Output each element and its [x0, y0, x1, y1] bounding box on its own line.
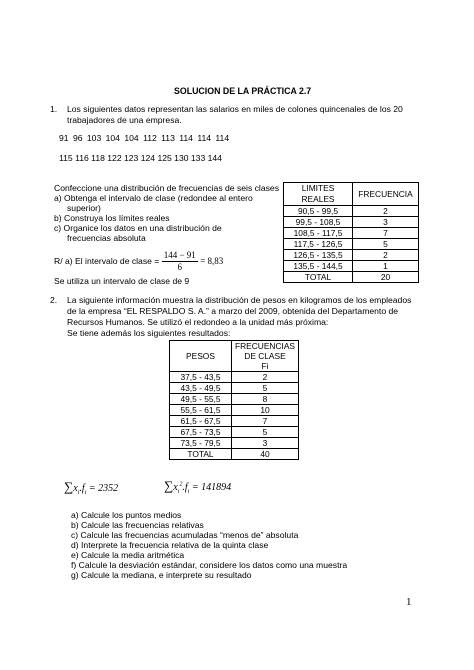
question-1-text-line2: trabajadores de una empresa.	[67, 115, 182, 125]
answer-prefix: R/ a) El intervalo de clase =	[54, 256, 160, 267]
table-row	[170, 372, 299, 383]
instruction-text: Confeccione una distribución de frecuencias de seis clases	[54, 183, 279, 193]
summation-x2f-value: 141894	[201, 482, 232, 493]
freq-cell: 2	[353, 250, 419, 261]
list-item: c) Calcule las frecuencias acumuladas “menos de” absoluta	[71, 530, 299, 540]
total-label: TOTAL	[170, 449, 232, 460]
task-b: b) Construya los límites reales	[54, 213, 170, 223]
table-row	[284, 250, 419, 261]
table-row	[170, 405, 299, 416]
header-limites: LIMITES	[301, 183, 335, 193]
table-row	[284, 261, 419, 272]
class-interval-answer	[54, 250, 223, 273]
page-title: SOLUCION DE LA PRÁCTICA 2.7	[174, 86, 312, 96]
task-c-line2: frecuencias absoluta	[67, 233, 146, 243]
range-cell: 67,5 - 73,5	[170, 427, 232, 438]
question-2-number: 2.	[50, 295, 58, 305]
freq-cell: 10	[231, 405, 298, 416]
data-row-2: 115 116 118 122 123 124 125 130 133 144	[59, 153, 222, 163]
freq-cell: 3	[231, 438, 298, 449]
header-frecuencia: FRECUENCIA	[353, 183, 419, 206]
summation-xf	[64, 479, 118, 497]
question-2-text-line4: Se tiene además los siguientes resultados:	[67, 328, 231, 338]
range-cell: 49,5 - 55,5	[170, 394, 232, 405]
table-header-row	[170, 341, 299, 372]
list-item: d) Interprete la frecuencia relativa de la quinta clase	[71, 540, 269, 550]
header-frecuencias: FRECUENCIAS	[234, 341, 295, 351]
table-row	[284, 217, 419, 228]
sigma-symbol: ∑	[64, 479, 74, 494]
header-reales: REALES	[301, 194, 335, 204]
list-item: f) Calcule la desviación estándar, considere los datos como una muestra	[71, 560, 348, 570]
freq-cell: 2	[353, 206, 419, 217]
interval-note: Se utiliza un intervalo de clase de 9	[54, 276, 190, 286]
table-header-row	[284, 183, 419, 206]
range-cell: 90,5 - 99,5	[284, 206, 353, 217]
range-cell: 55,5 - 61,5	[170, 405, 232, 416]
range-cell: 117,5 - 126,5	[284, 239, 353, 250]
table-row	[284, 239, 419, 250]
range-cell: 126,5 - 135,5	[284, 250, 353, 261]
question-2-text-line3: Recursos Humanos. Se utilizó el redondeo a la unidad más próxima:	[67, 317, 329, 327]
header-de-clase: DE CLASE	[244, 351, 286, 361]
question-1-text-line1: Los siguientes datos representan las salarios en miles de colones quincenales de los 20	[67, 104, 403, 114]
page-number: 1	[406, 596, 412, 608]
table-row	[170, 438, 299, 449]
freq-cell: 8	[231, 394, 298, 405]
freq-cell: 3	[353, 217, 419, 228]
range-cell: 99,5 - 108,5	[284, 217, 353, 228]
summation-xf-value: 2352	[98, 483, 119, 494]
task-a-line2: superior)	[67, 203, 101, 213]
table-total-row	[170, 449, 299, 460]
range-cell: 43,5 - 49,5	[170, 383, 232, 394]
summation-x2f	[164, 478, 231, 496]
header-frecuencias-de-clase	[231, 341, 298, 372]
range-cell: 73,5 - 79,5	[170, 438, 232, 449]
question-2-text-line2: de la empresa “EL RESPALDO S. A.” a marzo del 2009, obtenida del Departamento de	[67, 306, 399, 316]
freq-cell: 1	[353, 261, 419, 272]
sigma-symbol: ∑	[164, 478, 174, 493]
fraction-denominator: 6	[177, 261, 182, 272]
table-row	[170, 394, 299, 405]
list-item: e) Calcule la media aritmética	[71, 550, 185, 560]
list-item: b) Calcule las frecuencias relativas	[71, 520, 204, 530]
freq-cell: 5	[231, 427, 298, 438]
freq-cell: 7	[353, 228, 419, 239]
header-limites-reales	[284, 183, 353, 206]
total-value: 40	[231, 449, 298, 460]
total-label: TOTAL	[284, 272, 353, 283]
question-2-text-line1: La siguiente información muestra la distribución de pesos en kilogramos de los empleados	[67, 295, 412, 305]
task-a-line1: a) Obtenga el intervalo de clase (redondee al entero	[54, 193, 253, 203]
fraction-numerator: 144 − 91	[163, 250, 196, 260]
summation-term: $x_i.f_i$ =	[73, 483, 99, 496]
header-pesos: PESOS	[170, 341, 232, 372]
total-value: 20	[353, 272, 419, 283]
list-item: a) Calcule los puntos medios	[71, 510, 182, 520]
task-c-line1: c) Organice los datos en una distribución de	[54, 223, 222, 233]
table-row	[284, 228, 419, 239]
freq-cell: 5	[231, 383, 298, 394]
data-row-1: 91 96 103 104 104 112 113 114 114 114	[59, 133, 230, 143]
header-fi: Fi	[261, 361, 269, 371]
table-total-row	[284, 272, 419, 283]
freq-cell: 7	[231, 416, 298, 427]
interval-fraction	[162, 250, 198, 273]
table-row	[170, 416, 299, 427]
question-1-number: 1.	[50, 104, 58, 114]
range-cell: 108,5 - 117,5	[284, 228, 353, 239]
freq-cell: 5	[353, 239, 419, 250]
frequency-table-1	[283, 182, 419, 283]
table-row	[284, 206, 419, 217]
table-row	[170, 383, 299, 394]
range-cell: 37,5 - 43,5	[170, 372, 232, 383]
fraction-result: = 8,83	[200, 255, 224, 266]
table-row	[170, 427, 299, 438]
summation-term: $x_i^2.f_i$ =	[173, 481, 202, 495]
list-item: g) Calcule la mediana, e interprete su resultado	[71, 570, 252, 580]
freq-cell: 2	[231, 372, 298, 383]
range-cell: 135,5 - 144,5	[284, 261, 353, 272]
range-cell: 61,5 - 67,5	[170, 416, 232, 427]
frequency-table-2	[169, 340, 299, 460]
